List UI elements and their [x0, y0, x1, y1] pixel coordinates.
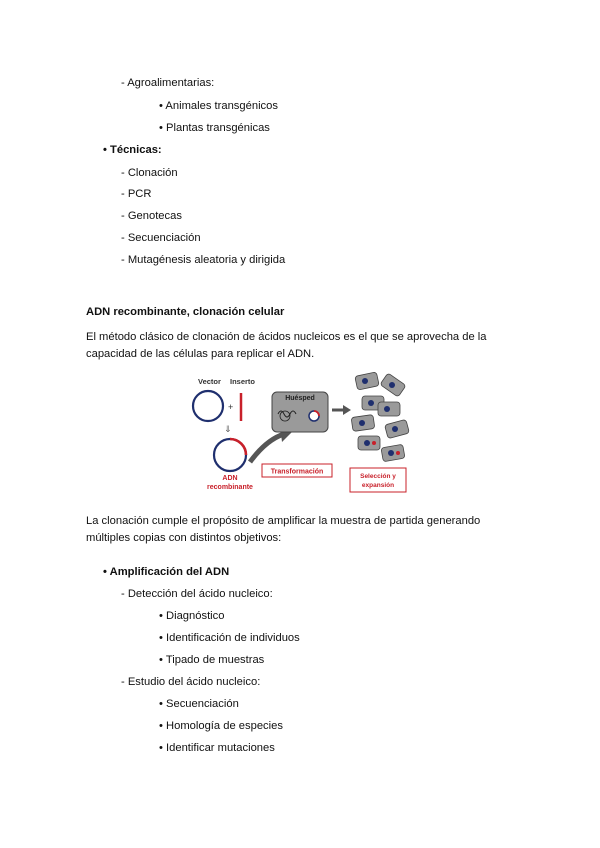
clone-plasmid	[389, 382, 395, 388]
list-item: - PCR	[121, 188, 152, 200]
clone-insert	[372, 441, 376, 445]
list-item: - Mutagénesis aleatoria y dirigida	[121, 254, 286, 266]
huesped-label: Huésped	[285, 395, 315, 402]
curved-arrow-icon	[250, 434, 284, 462]
clone-plasmid	[362, 378, 368, 384]
amplificacion-label: • Amplificación del ADN	[103, 566, 230, 578]
agroalimentarias-label: - Agroalimentarias:	[121, 77, 215, 89]
list-item: • Identificación de individuos	[159, 632, 300, 644]
para-line-2: múltiples copias con distintos objetivos:	[86, 532, 282, 544]
clone-insert	[396, 451, 400, 455]
list-item: • Identificar mutaciones	[159, 742, 275, 754]
list-item: • Secuenciación	[159, 698, 239, 710]
list-item: • Tipado de muestras	[159, 654, 265, 666]
adn-label: ADN	[222, 475, 238, 482]
clone-plasmid	[359, 420, 365, 426]
clone-plasmid	[388, 450, 394, 456]
plus-sign: +	[228, 402, 234, 412]
expansion-label: expansión	[361, 482, 395, 489]
transformacion-label: Transformación	[270, 468, 324, 476]
clone-plasmid	[364, 440, 370, 446]
inserto-label: Inserto	[230, 377, 256, 386]
list-item: - Secuenciación	[121, 232, 201, 244]
clone-plasmid	[368, 400, 374, 406]
estudio-label: - Estudio del ácido nucleico:	[121, 676, 261, 688]
clone-plasmid	[392, 426, 398, 432]
list-item: • Homología de especies	[159, 720, 283, 732]
intro-line-2: capacidad de las células para replicar el ADN.	[86, 348, 315, 360]
list-item: • Animales transgénicos	[159, 100, 278, 112]
recombinant-insert	[230, 439, 246, 455]
recombinante-label: recombinante	[207, 484, 253, 491]
vector-plasmid	[193, 391, 223, 421]
list-item: • Plantas transgénicas	[159, 122, 270, 134]
seleccion-label: Selección y	[360, 473, 396, 480]
clone-plasmid	[384, 406, 390, 412]
arrow-down-icon: ⇓	[224, 425, 232, 435]
intro-line-1: El método clásico de clonación de ácidos nucleicos es el que se aprovecha de la	[86, 331, 487, 343]
para-line-1: La clonación cumple el propósito de amplificar la muestra de partida generando	[86, 515, 481, 527]
cloning-figure	[186, 366, 418, 500]
list-item: - Clonación	[121, 167, 178, 179]
vector-label: Vector	[198, 377, 221, 386]
section-heading: ADN recombinante, clonación celular	[86, 306, 285, 318]
arrow-right-head-icon	[343, 405, 351, 415]
deteccion-label: - Detección del ácido nucleico:	[121, 588, 273, 600]
tecnicas-label: • Técnicas:	[103, 144, 162, 156]
cell-clones	[351, 372, 409, 462]
list-item: - Genotecas	[121, 210, 182, 222]
list-item: • Diagnóstico	[159, 610, 225, 622]
